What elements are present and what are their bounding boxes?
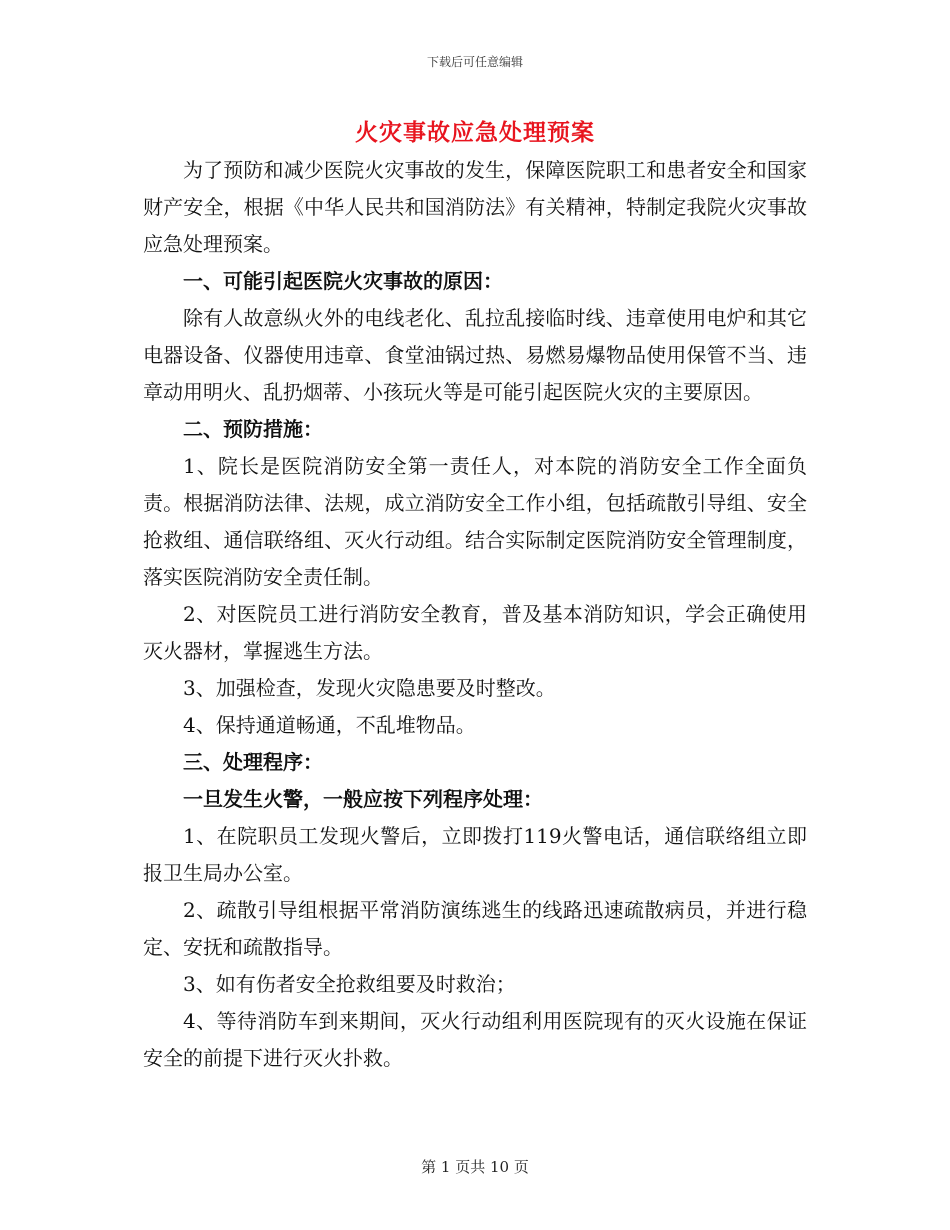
section-2-item-1: 1、院长是医院消防安全第一责任人，对本院的消防安全工作全面负责。根据消防法律、法规，成立消防安全工作小组，包括疏散引导组、安全抢救组、通信联络组、灭火行动组。结合实际制定医院消防安全管理制度，落实医院消防安全责任制。 — [143, 454, 807, 589]
section-2-item-4: 4、保持通道畅通，不乱堆物品。 — [183, 713, 476, 737]
section-3-subheading: 一旦发生火警，一般应按下列程序处理： — [183, 787, 543, 811]
section-2-heading: 二、预防措施： — [183, 417, 323, 441]
section-1-heading: 一、可能引起医院火灾事故的原因： — [183, 269, 503, 293]
document-body — [143, 152, 807, 1077]
section-2-item-3: 3、加强检查，发现火灾隐患要及时整改。 — [183, 676, 556, 700]
intro-paragraph: 为了预防和减少医院火灾事故的发生，保障医院职工和患者安全和国家财产安全，根据《中华人民共和国消防法》有关精神，特制定我院火灾事故应急处理预案。 — [143, 158, 807, 256]
section-3-item-1: 1、在院职员工发现火警后，立即拨打119火警电话，通信联络组立即报卫生局办公室。 — [143, 824, 807, 885]
section-3-item-3: 3、如有伤者安全抢救组要及时救治； — [183, 972, 516, 996]
page-header-note: 下载后可任意编辑 — [426, 55, 523, 69]
page-footer-number: 第 1 页共 10 页 — [421, 1158, 529, 1176]
section-3-heading: 三、处理程序： — [183, 750, 323, 774]
section-2-item-2: 2、对医院员工进行消防安全教育，普及基本消防知识，学会正确使用灭火器材，掌握逃生方法。 — [143, 602, 807, 663]
document-title: 火灾事故应急处理预案 — [355, 119, 595, 146]
section-3-item-4: 4、等待消防车到来期间，灭火行动组利用医院现有的灭火设施在保证安全的前提下进行灭火扑救。 — [143, 1009, 807, 1070]
section-1-text: 除有人故意纵火外的电线老化、乱拉乱接临时线、违章使用电炉和其它电器设备、仪器使用违章、食堂油锅过热、易燃易爆物品使用保管不当、违章动用明火、乱扔烟蒂、小孩玩火等是可能引起医院火灾的主要原因。 — [143, 306, 807, 404]
section-3-item-2: 2、疏散引导组根据平常消防演练逃生的线路迅速疏散病员，并进行稳定、安抚和疏散指导。 — [143, 898, 807, 959]
